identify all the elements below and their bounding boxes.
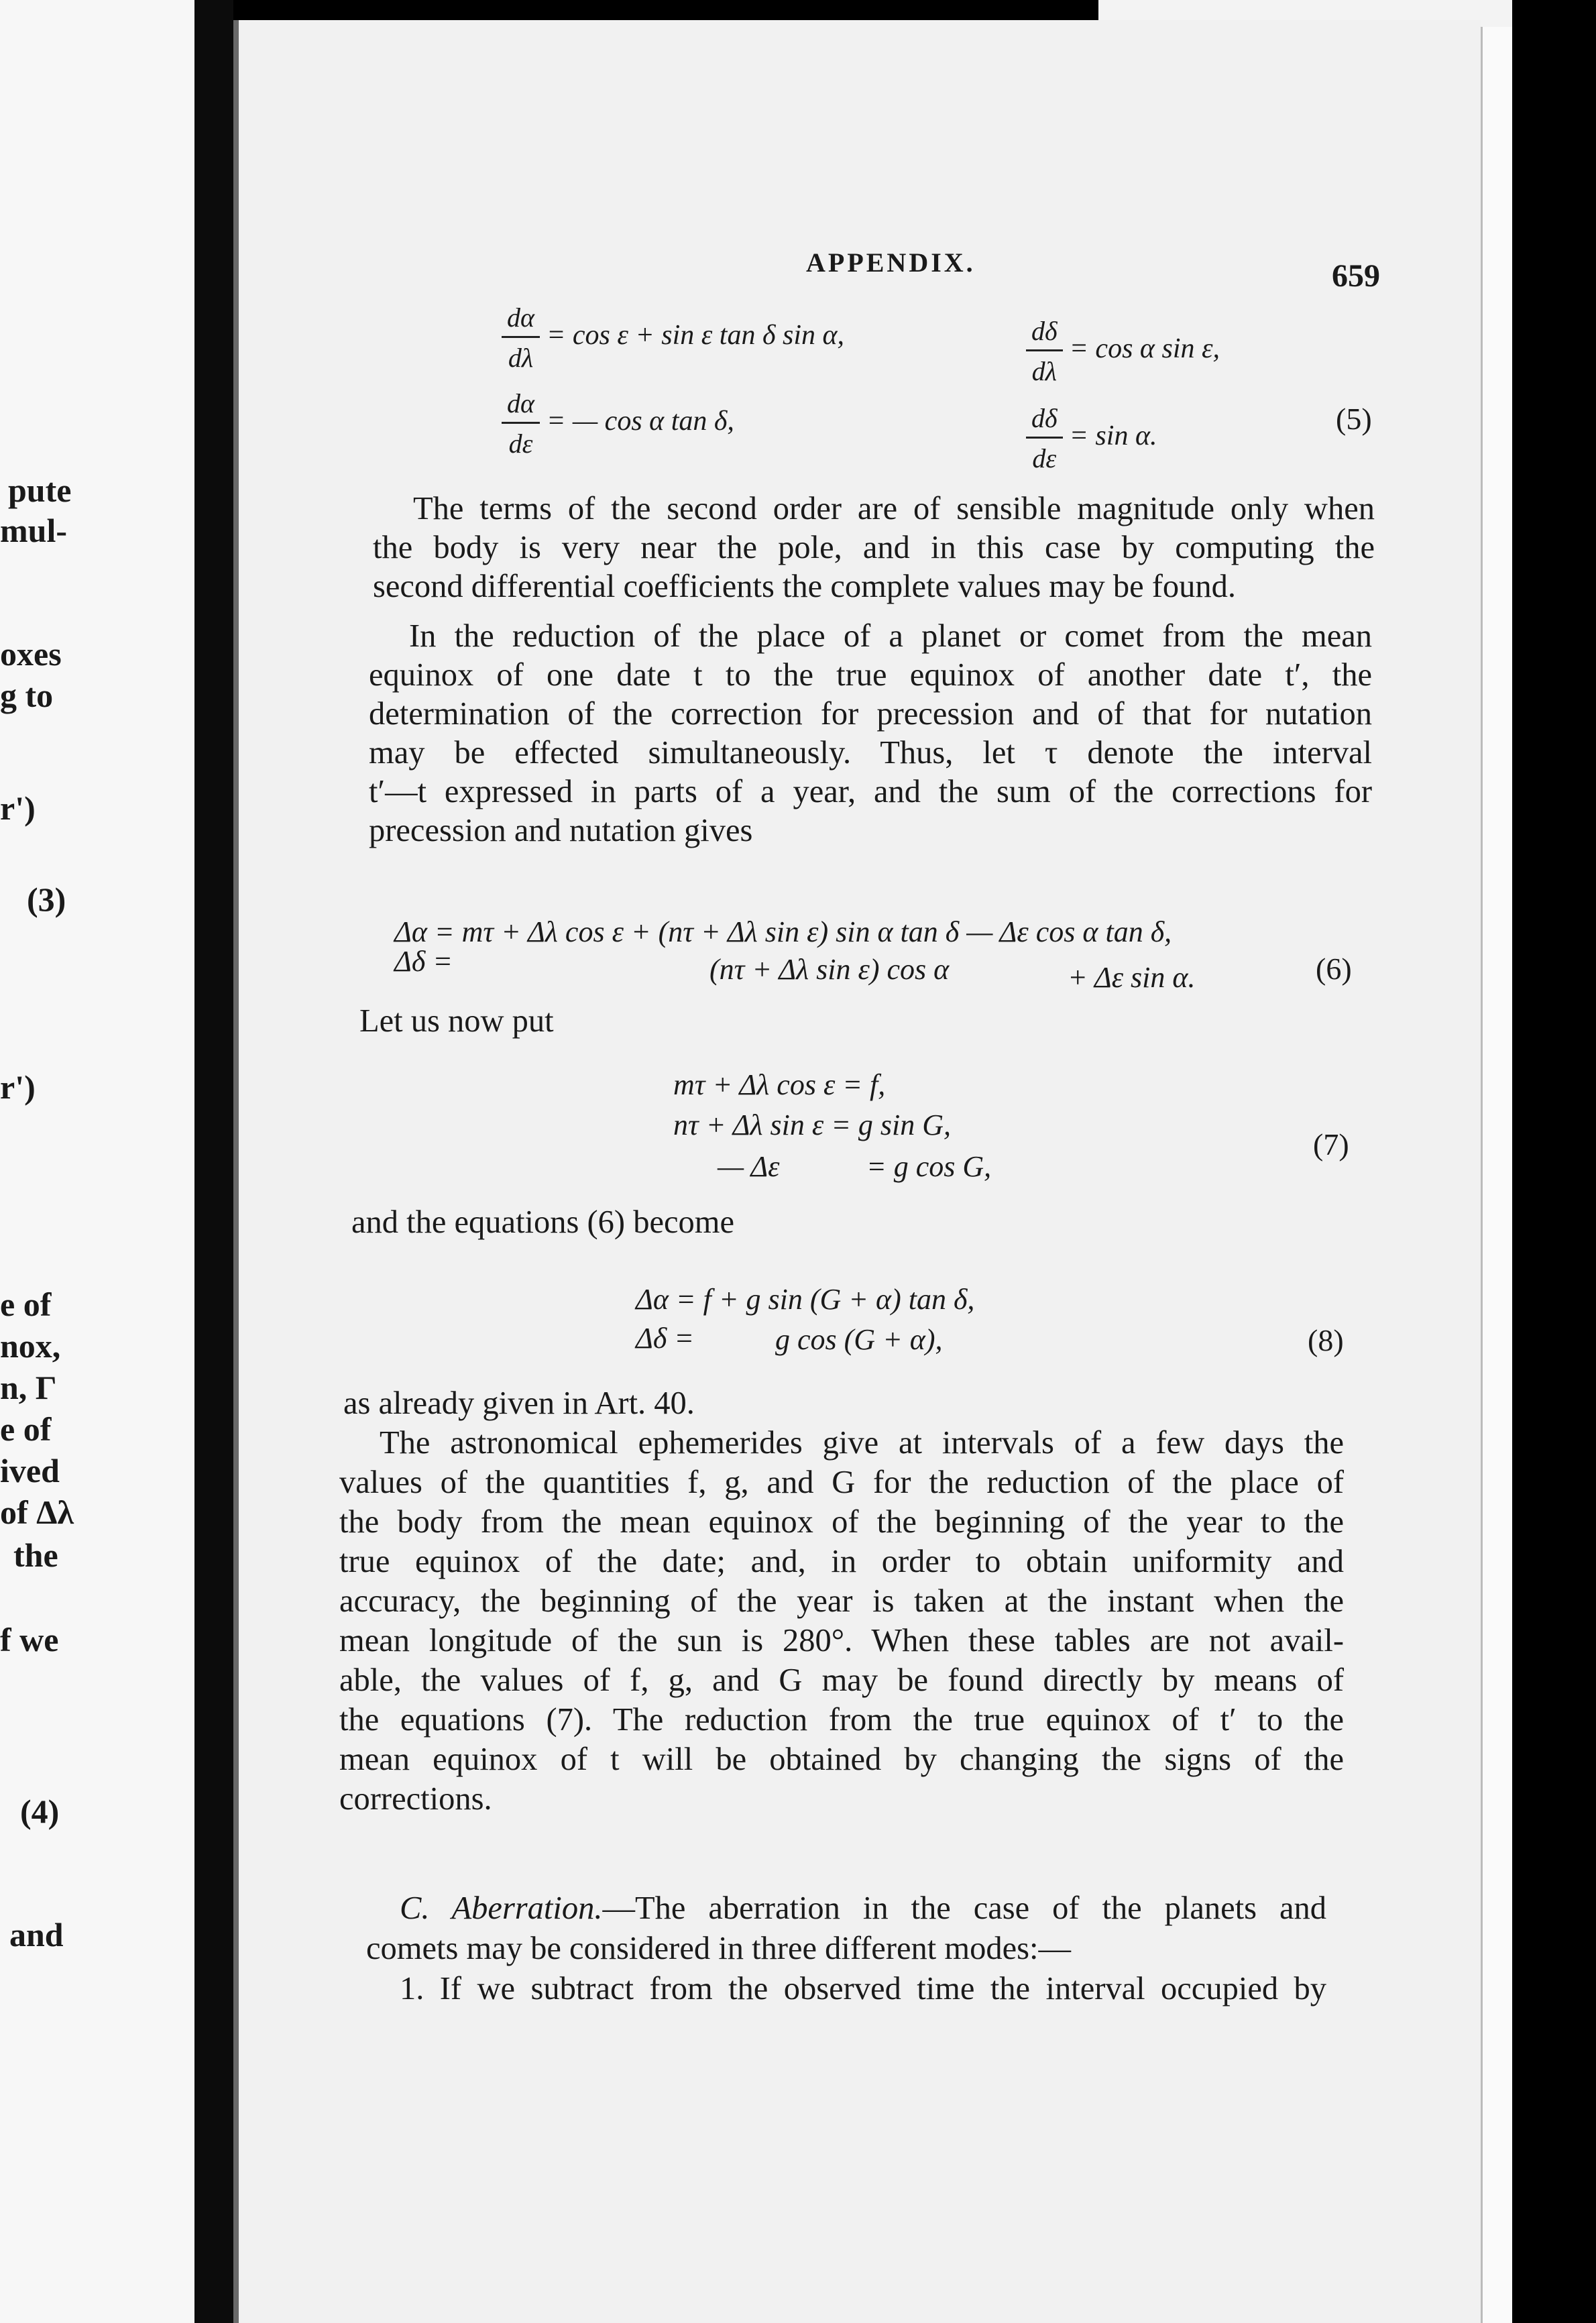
equation-8-lhs: Δδ = (636, 1322, 694, 1355)
paragraph: Let us now put (359, 1003, 554, 1039)
equation-number: (5) (1336, 402, 1372, 436)
right-scan-border (1512, 0, 1596, 2323)
text-line: the equations (7). The reduction from the true equinox of t′ to the (339, 1702, 1344, 1738)
equation-6-line1: Δα = mτ + Δλ cos ε + (nτ + Δλ sin ε) sin α tan δ — Δε cos α tan δ, (394, 915, 1172, 948)
spine-shadow (233, 0, 239, 2323)
text-line: mean longitude of the sun is 280°. When these tables are not avail- (339, 1623, 1344, 1658)
paragraph (373, 490, 1375, 606)
equation-8-rhs: g cos (G + α), (775, 1323, 943, 1356)
left-fragment: pute (8, 471, 72, 509)
left-fragment: nox, (0, 1327, 61, 1365)
equation-number: (6) (1316, 952, 1352, 986)
left-fragment: n, Γ (0, 1369, 57, 1406)
left-fragment: e of (0, 1286, 52, 1323)
equation-5a: $\frac{d\alpha}{d\lambda}$ = cos ε + sin ε tan δ sin α, (502, 302, 844, 374)
left-fragment: oxes (0, 635, 62, 673)
text-line: C. Aberration.—The aberration in the case of the planets and (400, 1890, 1326, 1926)
text-line: precession and nutation gives (369, 813, 753, 848)
text-line: comets may be considered in three different modes:— (366, 1931, 1071, 1966)
text-line: true equinox of the date; and, in order to obtain uniformity and (339, 1544, 1344, 1579)
section-aberration (366, 1888, 1326, 2009)
paragraph (369, 617, 1372, 850)
left-fragment: g to (0, 677, 54, 714)
equation-7-line3-lhs: — Δε (718, 1150, 780, 1183)
equation-5c: $\frac{d\alpha}{d\varepsilon}$ = — cos α tan δ, (502, 388, 734, 459)
equation-7-line1: mτ + Δλ cos ε = f, (673, 1068, 886, 1101)
left-fragment: e of (0, 1410, 52, 1448)
equation-7-line3-rhs: = g cos G, (866, 1150, 992, 1183)
text-line: t′—t expressed in parts of a year, and the sum of the corrections for (369, 774, 1372, 809)
text-line: corrections. (339, 1781, 492, 1817)
left-page (0, 0, 201, 2323)
paragraph: as already given in Art. 40. (343, 1385, 695, 1421)
text-line: second differential coefficients the complete values may be found. (373, 569, 1237, 604)
left-fragment: ived (0, 1452, 60, 1489)
left-fragment: of Δλ (0, 1493, 74, 1531)
equation-6-lhs: Δδ = (394, 945, 453, 978)
text-line: the body from the mean equinox of the beginning of the year to the (339, 1504, 1344, 1540)
paragraph: and the equations (6) become (351, 1204, 735, 1240)
text-line: determination of the correction for precession and of that for nutation (369, 696, 1372, 732)
left-fragment: r') (0, 1068, 36, 1106)
page-number: 659 (1332, 258, 1380, 294)
paragraph (339, 1423, 1344, 1819)
text-line: mean equinox of t will be obtained by changing the signs of the (339, 1742, 1344, 1777)
equation-5b: $\frac{d\delta}{d\lambda}$ = cos α sin ε, (1026, 315, 1220, 387)
equation-8-line1: Δα = f + g sin (G + α) tan δ, (636, 1283, 975, 1316)
equation-5d: $\frac{d\delta}{d\varepsilon}$ = sin α. (1026, 402, 1157, 474)
text-line: 1. If we subtract from the observed time the interval occupied by (400, 1971, 1326, 2006)
left-fragment: and (9, 1916, 64, 1953)
page-edge (1481, 27, 1514, 2323)
left-fragment: (4) (20, 1793, 60, 1830)
left-fragment: (3) (27, 881, 66, 918)
equation-6-rhs: (nτ + Δλ sin ε) cos α (709, 953, 950, 986)
equation-number: (8) (1308, 1323, 1344, 1357)
equation-7-line2: nτ + Δλ sin ε = g sin G, (673, 1109, 952, 1141)
text-line: the body is very near the pole, and in this case by computing the (373, 530, 1375, 565)
text-line: able, the values of f, g, and G may be found directly by means of (339, 1662, 1344, 1698)
left-fragment: r') (0, 789, 36, 827)
text-line: In the reduction of the place of a planet or comet from the mean (409, 618, 1372, 654)
equation-number: (7) (1313, 1127, 1349, 1162)
text-line: values of the quantities f, g, and G for the reduction of the place of (339, 1465, 1344, 1500)
book-spine (194, 0, 233, 2323)
section-heading: C. Aberration. (400, 1890, 603, 1926)
text-line: The astronomical ephemerides give at intervals of a few days the (380, 1425, 1344, 1461)
text-line: accuracy, the beginning of the year is taken at the instant when the (339, 1583, 1344, 1619)
left-fragment: the (13, 1536, 58, 1574)
equation-6-tail: + Δε sin α. (1068, 961, 1196, 994)
left-fragment: mul- (0, 512, 67, 549)
text-line: The terms of the second order are of sensible magnitude only when (413, 491, 1375, 526)
top-scan-border (233, 0, 1098, 20)
text-line: equinox of one date t to the true equinox of another date t′, the (369, 657, 1372, 693)
left-fragment: f we (0, 1621, 59, 1658)
text-line: may be effected simultaneously. Thus, let τ denote the interval (369, 735, 1372, 771)
running-head: APPENDIX. (806, 247, 976, 278)
